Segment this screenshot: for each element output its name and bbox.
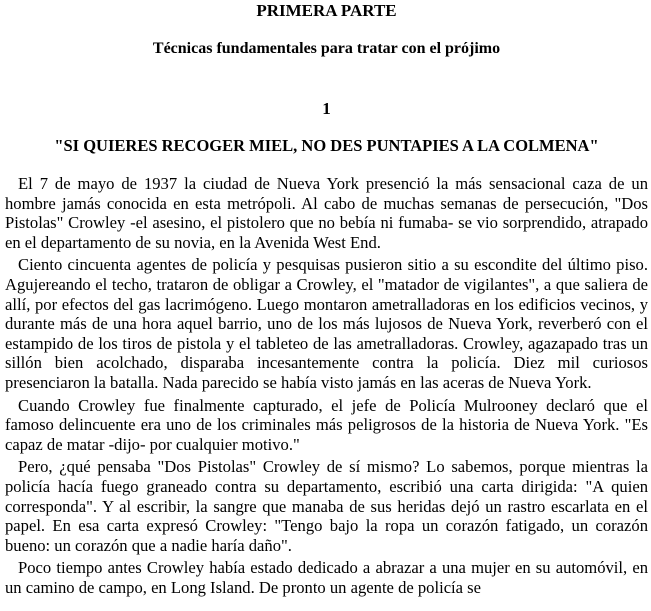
paragraph: Cuando Crowley fue finalmente capturado, el jefe de Policía Mulrooney declaró que el famoso delincuente era uno de los criminales más peligrosos de la historia de Nueva York. "Es capaz de matar -dijo- por cualquier motivo."	[5, 395, 648, 454]
chapter-number: 1	[322, 99, 331, 118]
paragraph: Ciento cincuenta agentes de policía y pesquisas pusieron sitio a su escondite del último piso. Agujereando el techo, trataron de obligar a Crowley, el "matador de vigilantes", a que saliera de allí, por efectos del gas lacrimógeno. Luego montaron ametralladoras en los edificios vecinos, y durante más de una hora aquel barrio, uno de los más lujosos de Nueva York, reverberó con el estampido de los tiros de pistola y el tableteo de las ametralladoras. Crowley, agazapado tras un sillón bien acolchado, disparaba incesantemente contra la policía. Diez mil curiosos presenciaron la batalla. Nada parecido se había visto jamás en las aceras de Nueva York.	[5, 255, 648, 392]
paragraph: Poco tiempo antes Crowley había estado dedicado a abrazar a una mujer en su automóvil, en un camino de campo, en Long Island. De pronto un agente de policía se	[5, 558, 648, 597]
section-subtitle: Técnicas fundamentales para tratar con el prójimo	[152, 40, 501, 57]
chapter-body	[5, 174, 648, 597]
chapter-title: "SI QUIERES RECOGER MIEL, NO DES PUNTAPIES A LA COLMENA"	[54, 136, 599, 155]
paragraph: El 7 de mayo de 1937 la ciudad de Nueva York presenció la más sensacional caza de un hombre jamás conocida en esta metrópoli. Al cabo de muchas semanas de persecución, "Dos Pistolas" Crowley -el asesino, el pistolero que no bebía ni fumaba- se vio sorprendido, atrapado en el departamento de su novia, en la Avenida West End.	[5, 174, 648, 252]
paragraph: Pero, ¿qué pensaba "Dos Pistolas" Crowley de sí mismo? Lo sabemos, porque mientras la policía hacía fuego graneado contra su departamento, escribió una carta dirigida: "A quien corresponda". Y al escribir, la sangre que manaba de sus heridas dejó un rastro escarlata en el papel. En esa carta expresó Crowley: "Tengo bajo la ropa un corazón fatigado, un corazón bueno: un corazón que a nadie haría daño".	[5, 457, 648, 555]
document-page	[5, 0, 648, 600]
part-title: PRIMERA PARTE	[256, 1, 397, 20]
